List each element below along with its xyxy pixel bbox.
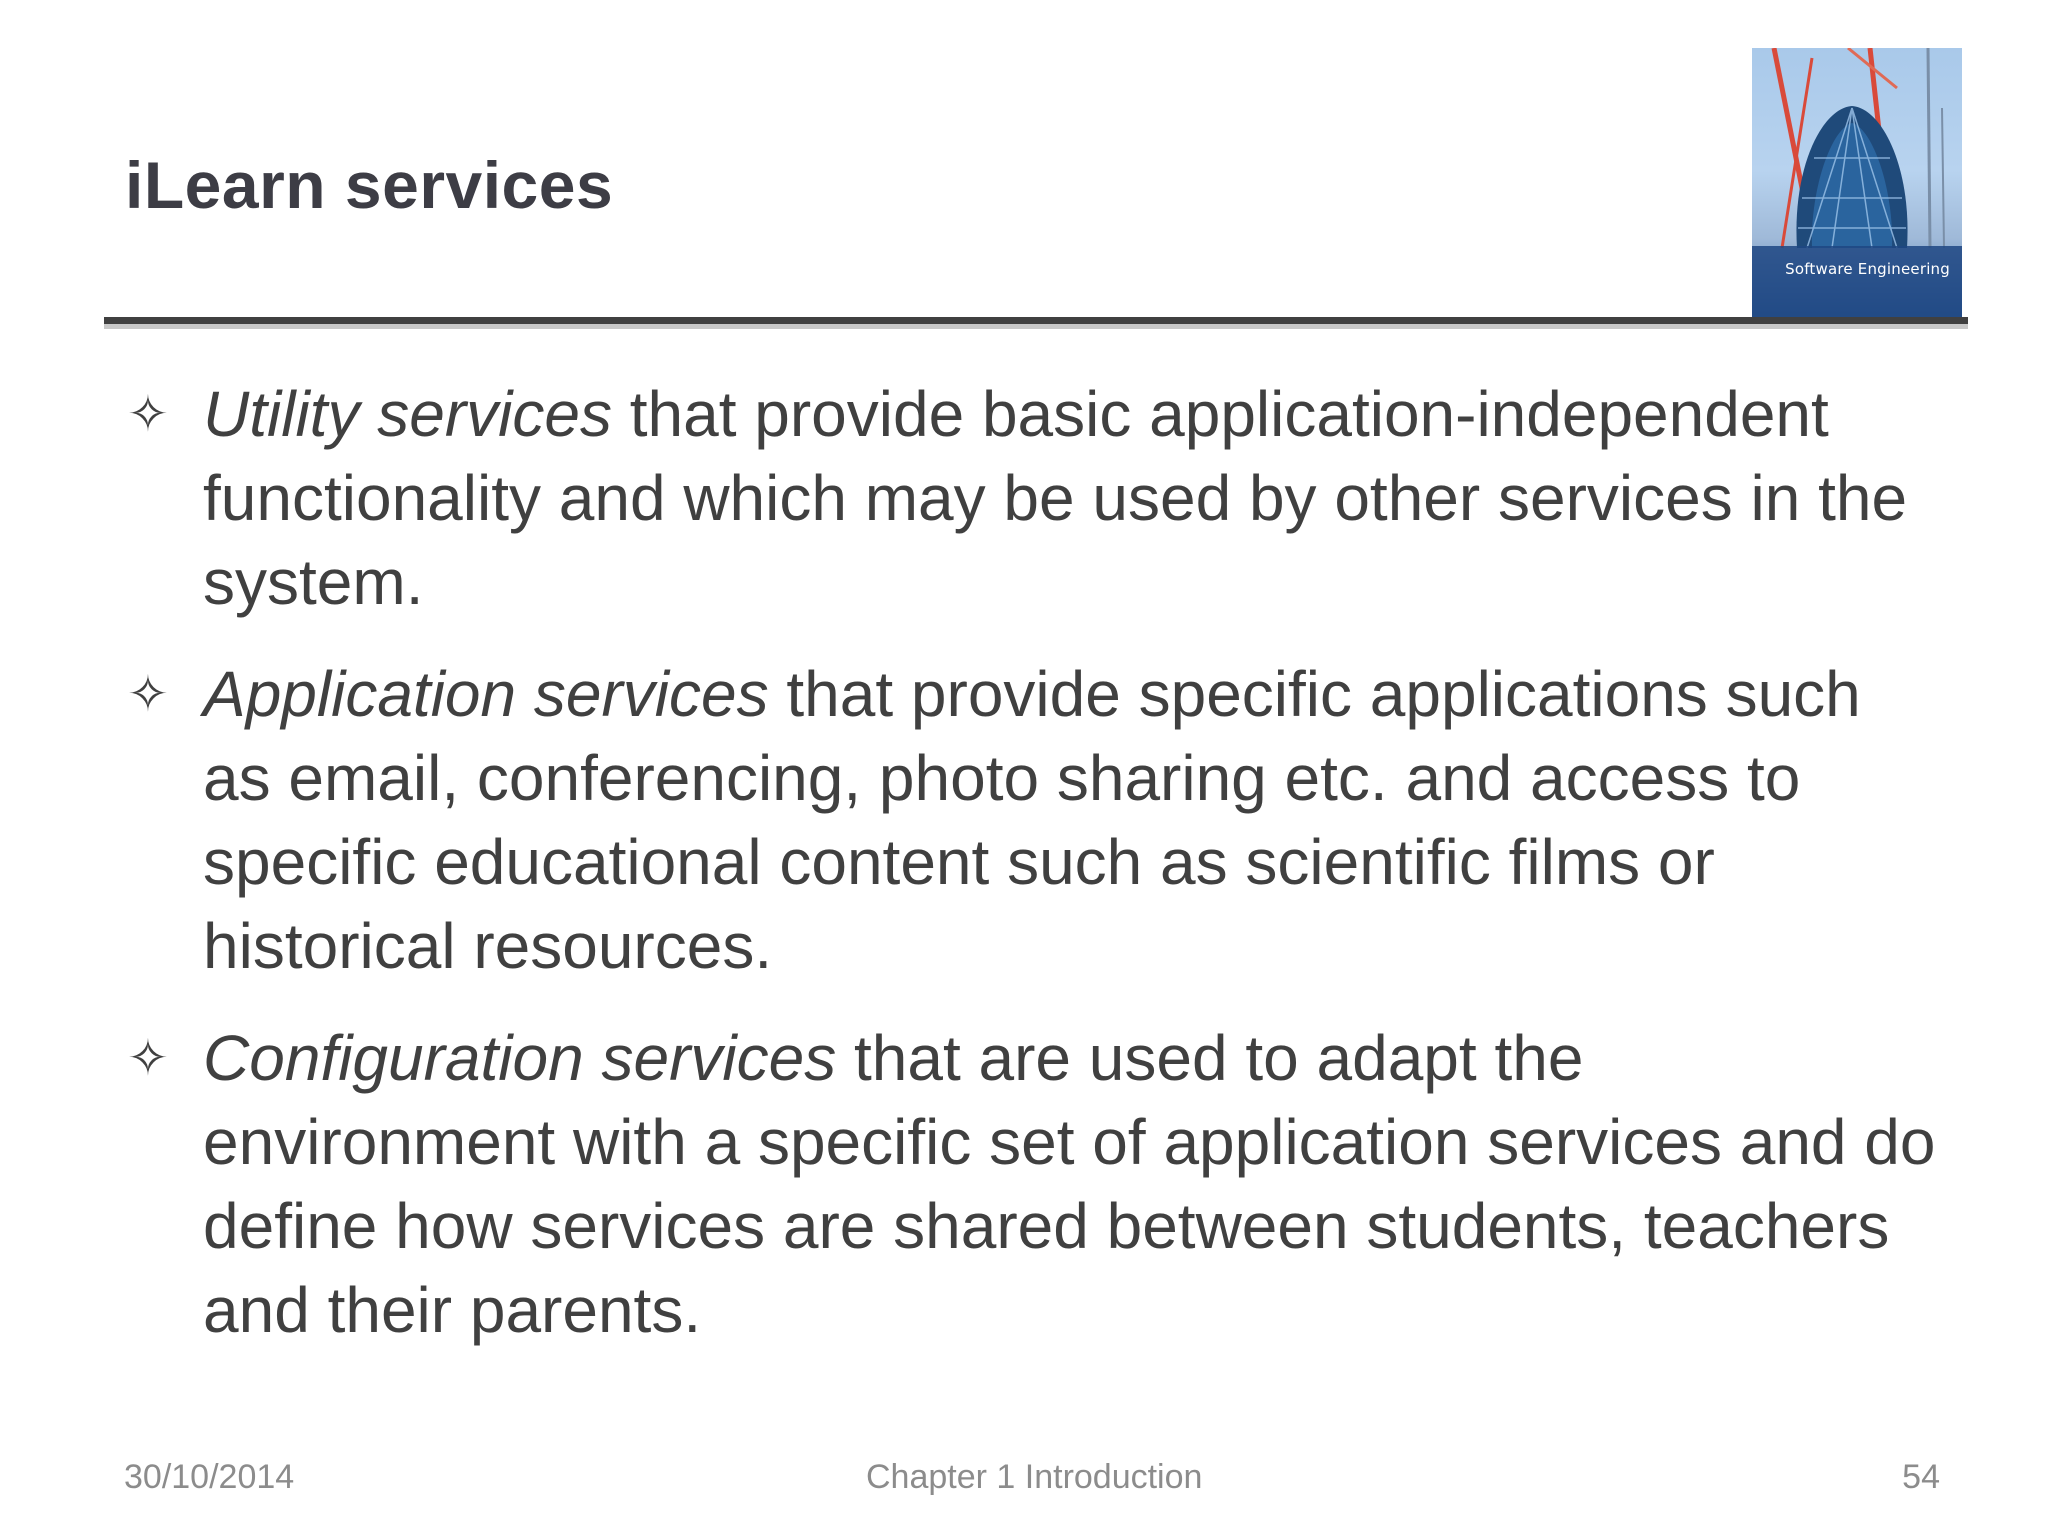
footer-page-number: 54 (1902, 1458, 1940, 1496)
bullet-text: that provide basic application-independent functionality and which may be used by other services in the system. (203, 378, 1908, 618)
footer-date: 30/10/2014 (124, 1458, 295, 1496)
bullet-list (127, 372, 1937, 1380)
cover-title: Software Engineering (1785, 260, 1950, 278)
four-pointed-star-icon: ✧ (127, 386, 169, 442)
title-divider-shadow (104, 324, 1968, 329)
four-pointed-star-icon: ✧ (127, 666, 169, 722)
bullet-term: Utility services (203, 378, 612, 450)
bullet-item (127, 1016, 1937, 1352)
title-divider (104, 317, 1968, 324)
cover-title-band (1752, 246, 1962, 321)
bullet-term: Configuration services (203, 1022, 837, 1094)
slide-title: iLearn services (125, 148, 614, 222)
book-cover-image (1752, 48, 1962, 321)
bullet-text: that provide specific applications such as email, conferencing, photo sharing etc. and access to specific educational content such as scientific films or historical resources. (203, 658, 1861, 982)
bullet-text: that are used to adapt the environment with a specific set of application services and do define how services are shared between students, teachers and their parents. (203, 1022, 1936, 1346)
four-pointed-star-icon: ✧ (127, 1030, 169, 1086)
bullet-item (127, 372, 1937, 624)
footer-chapter: Chapter 1 Introduction (866, 1458, 1203, 1496)
bullet-item (127, 652, 1937, 988)
bullet-term: Application services (203, 658, 769, 730)
